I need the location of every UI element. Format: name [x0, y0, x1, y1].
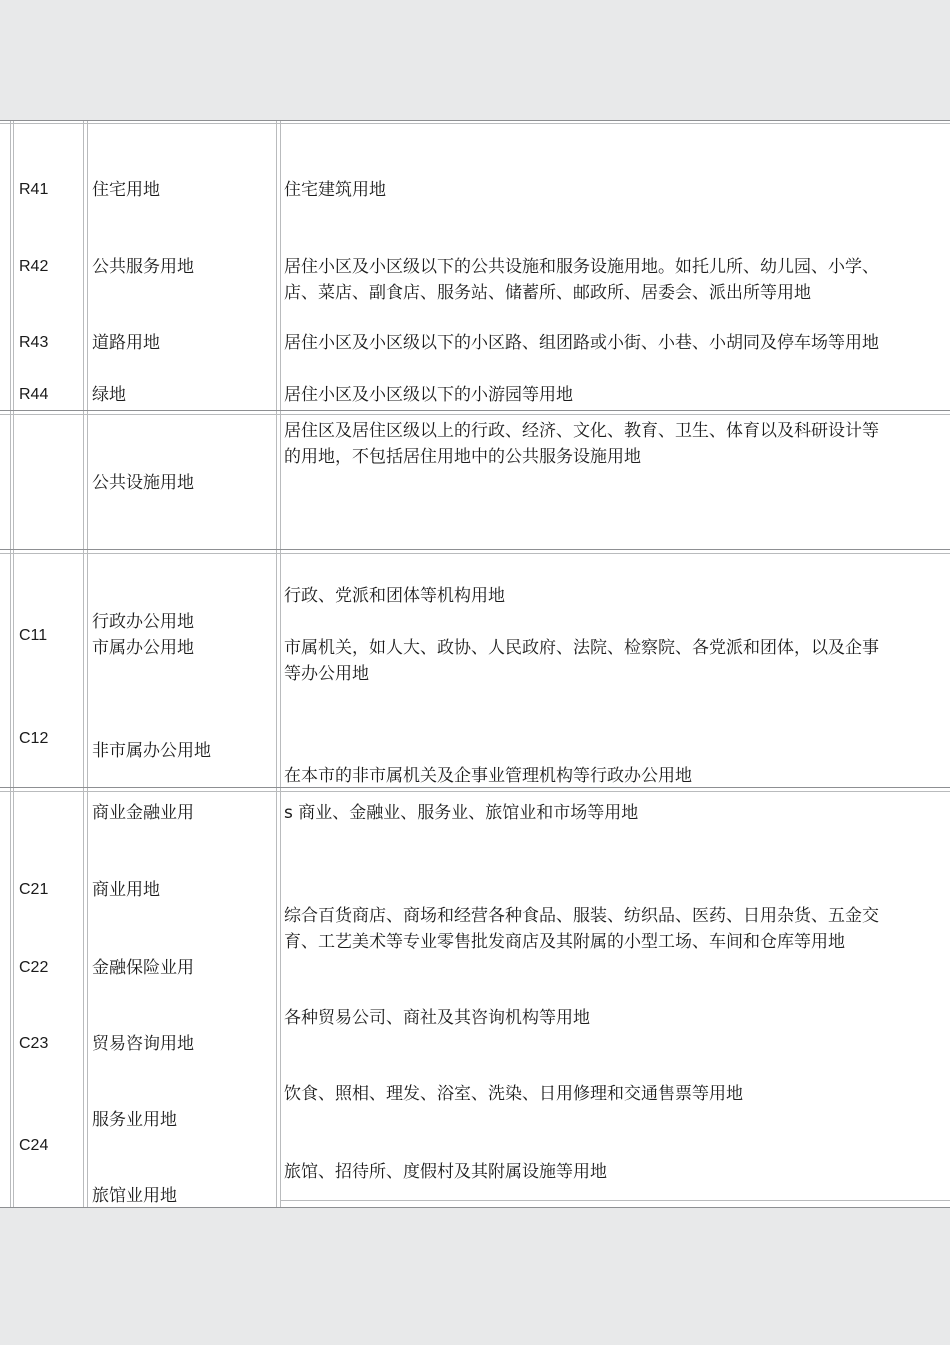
row-name: 金融保险业用 — [92, 958, 194, 978]
grid-line — [0, 549, 950, 550]
row-name: 服务业用地 — [92, 1110, 177, 1130]
grid-line — [0, 123, 950, 124]
grid-line — [280, 1200, 950, 1201]
row-name: 市属办公用地 — [92, 638, 194, 658]
row-name: 商业金融业用 — [92, 803, 194, 823]
row-description: 居住小区及小区级以下的小区路、组团路或小街、小巷、小胡同及停车场等用地 — [284, 333, 879, 353]
row-name: 绿地 — [92, 385, 126, 405]
grid-line — [0, 414, 950, 415]
grid-line — [10, 120, 11, 1208]
grid-line — [0, 410, 950, 411]
row-description: 居住小区及小区级以下的公共设施和服务设施用地。如托儿所、幼儿园、小学、 — [284, 257, 879, 277]
row-name: 商业用地 — [92, 880, 160, 900]
row-code: R41 — [19, 181, 49, 198]
row-description: 店、菜店、副食店、服务站、储蓄所、邮政所、居委会、派出所等用地 — [284, 283, 811, 303]
row-name: 非市属办公用地 — [92, 741, 211, 761]
row-name: 公共设施用地 — [92, 473, 194, 493]
row-code: C23 — [19, 1035, 49, 1052]
grid-line — [0, 791, 950, 792]
row-description: s 商业、金融业、服务业、旅馆业和市场等用地 — [284, 803, 639, 823]
row-description: 住宅建筑用地 — [284, 180, 386, 200]
grid-line — [87, 120, 88, 1208]
row-description: 的用地，不包括居住用地中的公共服务设施用地 — [284, 447, 641, 467]
row-code: R42 — [19, 258, 49, 275]
row-code: R44 — [19, 386, 49, 403]
document-page — [0, 120, 950, 1208]
row-name: 旅馆业用地 — [92, 1186, 177, 1206]
row-description: 市属机关，如人大、政协、人民政府、法院、检察院、各党派和团体，以及企事 — [284, 638, 879, 658]
row-description: 旅馆、招待所、度假村及其附属设施等用地 — [284, 1162, 607, 1182]
row-description: 各种贸易公司、商社及其咨询机构等用地 — [284, 1008, 590, 1028]
grid-line — [276, 120, 277, 1208]
grid-line — [0, 553, 950, 554]
row-description: 综合百货商店、商场和经营各种食品、服装、纺织品、医药、日用杂货、五金交 — [284, 906, 879, 926]
grid-line — [83, 120, 84, 1208]
grid-line — [280, 120, 281, 1208]
row-description: 育、工艺美术等专业零售批发商店及其附属的小型工场、车间和仓库等用地 — [284, 932, 845, 952]
row-description: 在本市的非市属机关及企事业管理机构等行政办公用地 — [284, 766, 692, 786]
row-name: 贸易咨询用地 — [92, 1034, 194, 1054]
row-code: C12 — [19, 730, 49, 747]
row-description: 饮食、照相、理发、浴室、洗染、日用修理和交通售票等用地 — [284, 1084, 743, 1104]
row-description: 居住小区及小区级以下的小游园等用地 — [284, 385, 573, 405]
row-code: C11 — [19, 627, 48, 644]
row-code: C21 — [19, 881, 49, 898]
row-name: 公共服务用地 — [92, 257, 194, 277]
grid-line — [0, 120, 950, 121]
row-name: 行政办公用地 — [92, 612, 194, 632]
row-code: C22 — [19, 959, 49, 976]
row-code: R43 — [19, 334, 49, 351]
row-name: 道路用地 — [92, 333, 160, 353]
grid-line — [13, 120, 14, 1208]
row-description: 行政、党派和团体等机构用地 — [284, 586, 505, 606]
row-description: 居住区及居住区级以上的行政、经济、文化、教育、卫生、体育以及科研设计等 — [284, 421, 879, 441]
row-code: C24 — [19, 1137, 49, 1154]
row-description: 等办公用地 — [284, 664, 369, 684]
row-name: 住宅用地 — [92, 180, 160, 200]
